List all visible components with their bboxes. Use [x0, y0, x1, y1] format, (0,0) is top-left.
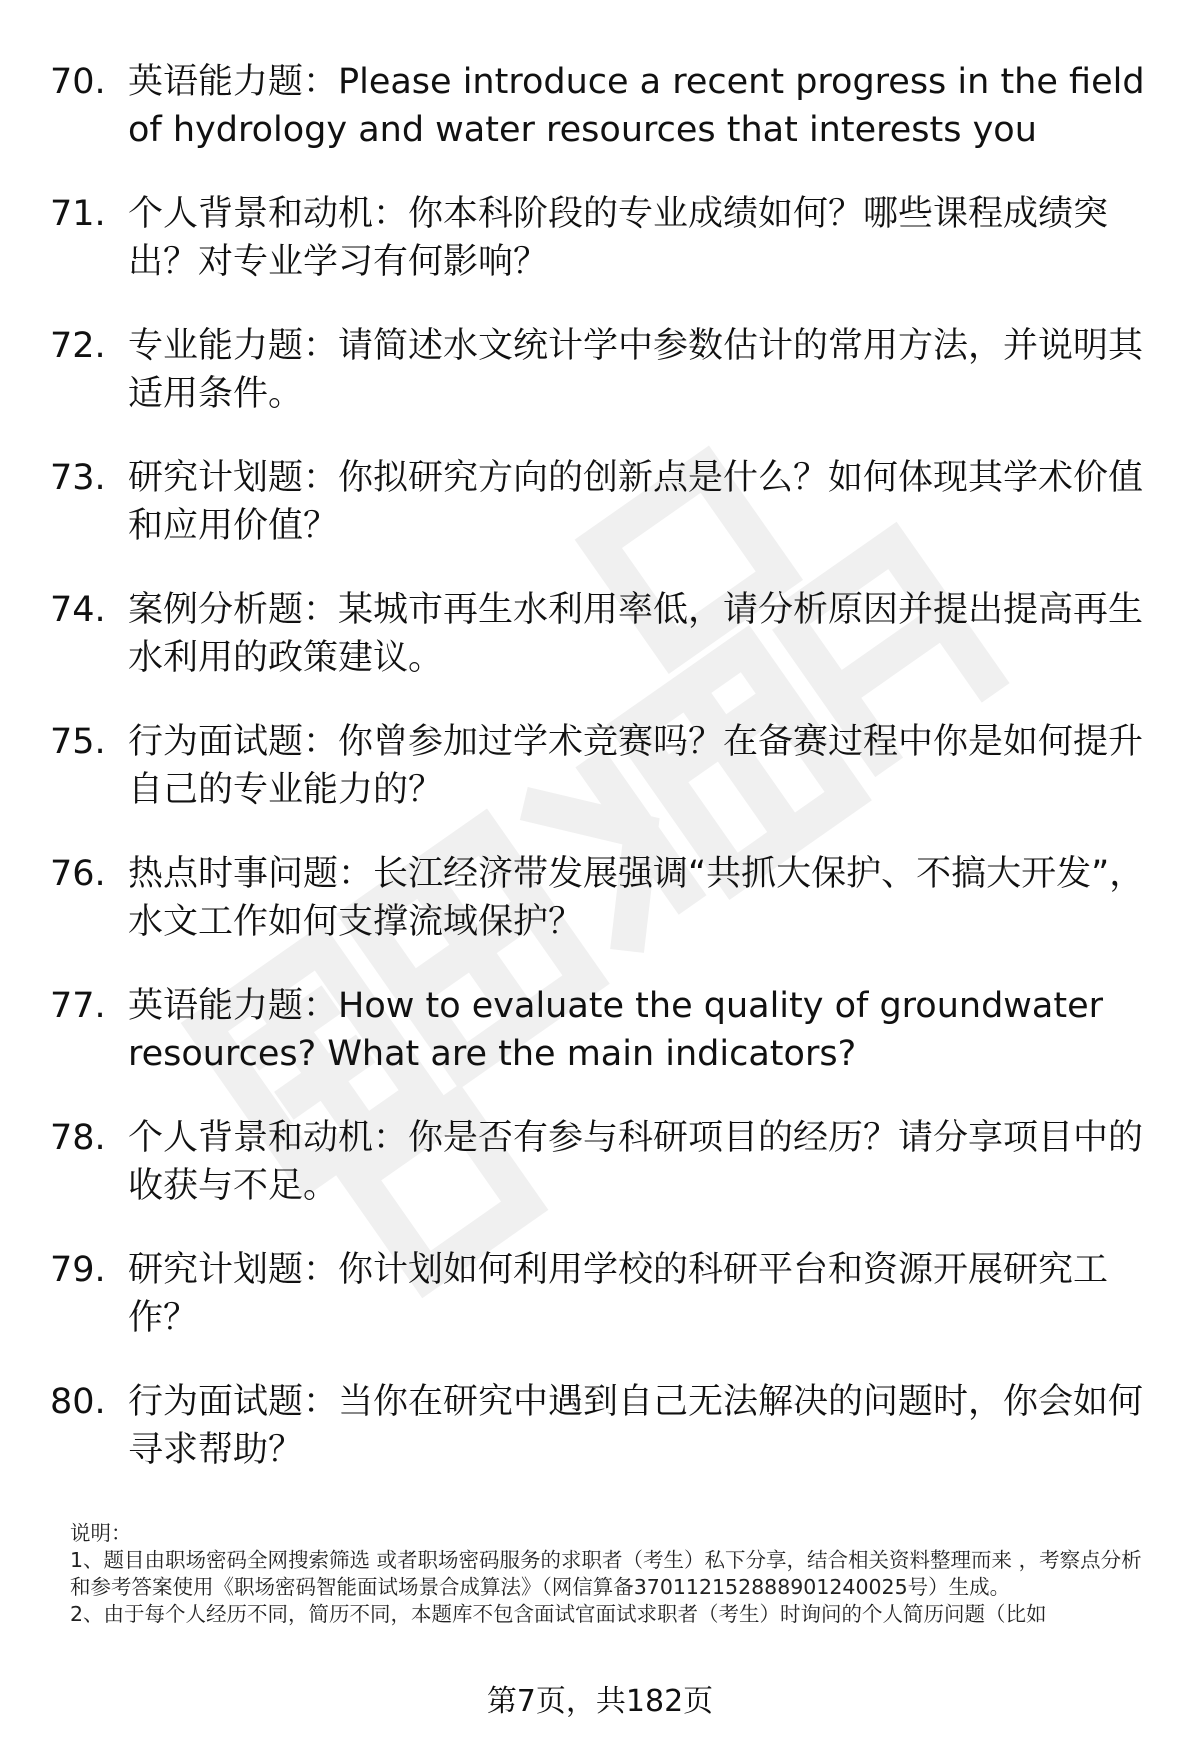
notes-heading: 说明： [70, 1521, 132, 1545]
question-text: 英语能力题：Please introduce a recent progress in the field of hydrology and water resources that interests you [128, 62, 1145, 150]
question-number: 76. [50, 854, 106, 894]
question-text: 英语能力题：How to evaluate the quality of groundwater resources? What are the main indicators? [128, 986, 1104, 1074]
question-text: 专业能力题：请简述水文统计学中参数估计的常用方法，并说明其适用条件。 [128, 326, 1144, 414]
question-text: 案例分析题：某城市再生水利用率低，请分析原因并提出提高再生水利用的政策建议。 [128, 590, 1144, 678]
question-number: 73. [50, 458, 106, 498]
page-footer [0, 1682, 1200, 1722]
question-number: 77. [50, 986, 106, 1026]
question-item [0, 454, 1200, 586]
question-text: 研究计划题：你计划如何利用学校的科研平台和资源开展研究工作？ [128, 1250, 1109, 1338]
question-item [0, 586, 1200, 718]
question-item [0, 1246, 1200, 1378]
question-text: 个人背景和动机：你本科阶段的专业成绩如何？哪些课程成绩突出？对专业学习有何影响？ [128, 194, 1109, 282]
question-text: 行为面试题：当你在研究中遇到自己无法解决的问题时，你会如何寻求帮助？ [128, 1382, 1144, 1470]
question-number: 74. [50, 590, 106, 630]
question-item [0, 1378, 1200, 1510]
question-text: 个人背景和动机：你是否有参与科研项目的经历？请分享项目中的收获与不足。 [128, 1118, 1144, 1206]
question-item [0, 1114, 1200, 1246]
question-item [0, 322, 1200, 454]
question-item [0, 718, 1200, 850]
question-item [0, 190, 1200, 322]
page-number: 第7页，共182页 [486, 1684, 714, 1719]
question-item [0, 850, 1200, 982]
question-number: 71. [50, 194, 106, 234]
question-number: 80. [50, 1382, 106, 1422]
question-list [0, 58, 1200, 1510]
question-number: 72. [50, 326, 106, 366]
question-number: 70. [50, 62, 106, 102]
question-number: 75. [50, 722, 106, 762]
question-item [0, 982, 1200, 1114]
question-number: 79. [50, 1250, 106, 1290]
question-text: 行为面试题：你曾参加过学术竞赛吗？在备赛过程中你是如何提升自己的专业能力的？ [128, 722, 1144, 810]
note-item: 2、由于每个人经历不同，简历不同，本题库不包含面试官面试求职者（考生）时询问的个人简历问题（比如 [70, 1602, 1047, 1626]
question-item [0, 58, 1200, 190]
notes-section [70, 1520, 1160, 1628]
question-text: 研究计划题：你拟研究方向的创新点是什么？如何体现其学术价值和应用价值？ [128, 458, 1144, 546]
question-number: 78. [50, 1118, 106, 1158]
note-item: 1、题目由职场密码全网搜索筛选 或者职场密码服务的求职者（考生）私下分享，结合相关资料整理而来 ，考察点分析和参考答案使用《职场密码智能面试场景合成算法》（网信算备370112152888901240025号）生成。 [70, 1548, 1142, 1599]
question-text: 热点时事问题：长江经济带发展强调“共抓大保护、不搞大开发”，水文工作如何支撑流域保护？ [128, 854, 1145, 942]
